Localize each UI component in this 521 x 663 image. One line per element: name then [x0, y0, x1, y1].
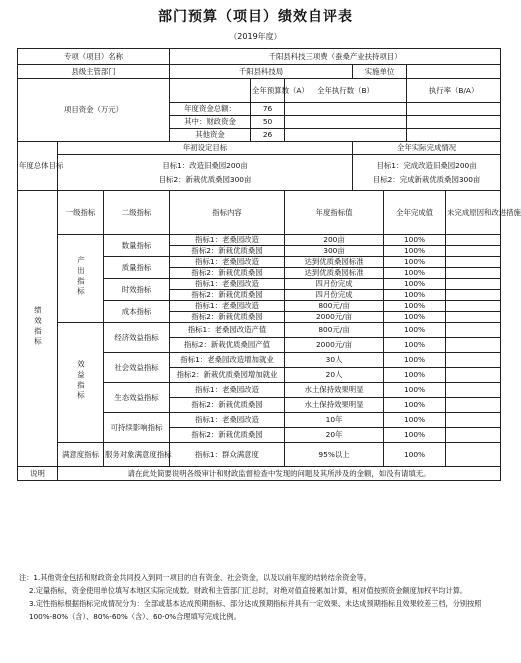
funds-header-blank [170, 79, 251, 103]
year-note: （2019年度） [229, 32, 282, 41]
indicator-reason [446, 290, 501, 301]
fund-name: 年度资金总额： [170, 103, 251, 116]
indicator-done: 100% [384, 246, 446, 257]
initial-goal-item: 目标1：改造旧桑园200亩 [162, 160, 248, 170]
output-indicators-label [58, 235, 104, 323]
indicator-done: 100% [384, 413, 446, 428]
indicator-reason [446, 268, 501, 279]
benefit-indicators-label-text: 效益指标 [76, 360, 86, 402]
indicator-content: 指标1：老桑园改造产值 [170, 323, 285, 338]
benefit-indicators-label [58, 323, 104, 443]
indicator-done: 100% [384, 323, 446, 338]
indicator-reason [446, 413, 501, 428]
indicator-content: 指标1：老桑园改造 [170, 235, 285, 246]
fund-actual [285, 103, 407, 116]
footnote-item: 注：1.其他资金包括和财政资金共同投入到同一项目的自有资金、社会资金，以及以前年度的结转结余资金等。 [19, 573, 371, 582]
remark-label: 说明 [18, 467, 58, 481]
reason-header: 未完成原因和改进措施 [446, 191, 501, 235]
exec-unit-label: 实施单位 [353, 65, 407, 79]
indicator-reason [446, 368, 501, 383]
indicator-content: 指标1：老桑园改造 [170, 383, 285, 398]
actual-goals [353, 155, 501, 191]
indicator-done: 100% [384, 338, 446, 353]
indicator-target: 达到优质桑园标准 [285, 268, 384, 279]
indicator-target: 水土保持效果明显 [285, 383, 384, 398]
indicator-target: 300亩 [285, 246, 384, 257]
indicator-done: 100% [384, 312, 446, 323]
indicator-reason [446, 353, 501, 368]
goals-label: 年度总体目标 [18, 142, 58, 191]
fund-rate [407, 103, 501, 116]
indicators-section-label-text: 绩效指标 [33, 306, 43, 348]
initial-goals-header: 年初设定目标 [58, 142, 353, 155]
level1-header: 一级指标 [58, 191, 104, 235]
level2-indicator: 质量指标 [104, 257, 170, 279]
funds-header-row [18, 79, 501, 103]
level2-indicator: 时效指标 [104, 279, 170, 301]
indicator-content: 指标2：新栽优质桑园 [170, 398, 285, 413]
indicator-done: 100% [384, 279, 446, 290]
level2-indicator: 数量指标 [104, 235, 170, 257]
indicator-target: 800元/亩 [285, 301, 384, 312]
indicator-row [18, 235, 501, 246]
indicator-content: 指标2：新栽优质桑园 [170, 246, 285, 257]
satisfaction-content: 指标1：群众满意度 [170, 443, 285, 467]
initial-goal-item: 目标2：新栽优质桑园300亩 [158, 174, 252, 184]
indicator-done: 100% [384, 428, 446, 443]
indicator-content: 指标2：新栽优质桑园 [170, 428, 285, 443]
indicator-content: 指标2：新栽优质桑园 [170, 290, 285, 301]
funds-label: 项目资金（万元） [18, 79, 170, 142]
target-header: 年度指标值 [285, 191, 384, 235]
indicator-target: 水土保持效果明显 [285, 398, 384, 413]
initial-goals [58, 155, 353, 191]
indicator-done: 100% [384, 257, 446, 268]
indicator-reason [446, 428, 501, 443]
indicator-reason [446, 398, 501, 413]
fund-rate [407, 116, 501, 129]
indicator-content: 指标2：新栽优质桑园产值 [170, 338, 285, 353]
level2-indicator: 生态效益指标 [104, 383, 170, 413]
exec-unit-value [407, 65, 501, 79]
project-name-label: 专项（项目）名称 [18, 49, 170, 65]
indicator-content: 指标1：老桑园改造增加就业 [170, 353, 285, 368]
indicator-done: 100% [384, 290, 446, 301]
indicator-done: 100% [384, 383, 446, 398]
budget-header: 全年预算数（A） [251, 79, 285, 103]
actual-header: 全年执行数（B） [285, 79, 407, 103]
indicator-target: 800元/亩 [285, 323, 384, 338]
indicator-reason [446, 312, 501, 323]
indicator-reason [446, 323, 501, 338]
project-name-value: 千阳县科技三项费（蚕桑产业扶持项目） [170, 49, 501, 65]
actual-goal-item: 目标1：完成改造旧桑园200亩 [376, 160, 477, 170]
indicator-content: 指标1：老桑园改造 [170, 257, 285, 268]
indicator-content: 指标2：新栽优质桑园 [170, 268, 285, 279]
indicator-target: 20人 [285, 368, 384, 383]
dept-label: 县级主管部门 [18, 65, 170, 79]
indicator-target: 20年 [285, 428, 384, 443]
actual-goals-header: 全年实际完成情况 [353, 142, 501, 155]
indicator-done: 100% [384, 235, 446, 246]
fund-budget: 76 [251, 103, 285, 116]
indicator-reason [446, 338, 501, 353]
indicator-reason [446, 383, 501, 398]
content-header: 指标内容 [170, 191, 285, 235]
indicator-content: 指标2：新栽优质桑园 [170, 312, 285, 323]
remark-row [18, 467, 501, 481]
indicator-target: 达到优质桑园标准 [285, 257, 384, 268]
indicator-reason [446, 235, 501, 246]
footnotes [19, 571, 499, 623]
dept-value: 千阳县科技局 [170, 65, 353, 79]
indicator-done: 100% [384, 398, 446, 413]
indicator-done: 100% [384, 301, 446, 312]
fund-name: 其他资金 [170, 129, 251, 142]
indicator-header-row [18, 191, 501, 235]
satisfaction-row [18, 443, 501, 467]
satisfaction-target: 95%以上 [285, 443, 384, 467]
level2-indicator: 可持续影响指标 [104, 413, 170, 443]
indicator-done: 100% [384, 353, 446, 368]
indicator-target: 2000元/亩 [285, 312, 384, 323]
fund-budget: 26 [251, 129, 285, 142]
level2-indicator: 社会效益指标 [104, 353, 170, 383]
goals-header-row [18, 142, 501, 155]
level2-indicator: 经济效益指标 [104, 323, 170, 353]
department-row [18, 65, 501, 79]
page-title: 部门预算（项目）绩效自评表 [158, 9, 353, 25]
indicator-content: 指标1：老桑园改造 [170, 413, 285, 428]
indicator-target: 2000元/亩 [285, 338, 384, 353]
indicator-done: 100% [384, 268, 446, 279]
fund-rate [407, 129, 501, 142]
indicator-done: 100% [384, 368, 446, 383]
evaluation-table [17, 48, 521, 481]
project-name-row [18, 49, 501, 65]
indicator-target: 四月份完成 [285, 279, 384, 290]
fund-actual [285, 116, 407, 129]
level2-indicator: 成本指标 [104, 301, 170, 323]
level2-header: 二级指标 [104, 191, 170, 235]
fund-actual [285, 129, 407, 142]
indicator-content: 指标1：老桑园改造 [170, 279, 285, 290]
indicator-reason [446, 279, 501, 290]
indicator-target: 200亩 [285, 235, 384, 246]
indicator-target: 10年 [285, 413, 384, 428]
satisfaction-level1: 满意度指标 [58, 443, 104, 467]
indicator-reason [446, 257, 501, 268]
remark-text: 请在此处简要说明各级审计和财政监督检查中发现的问题及其所涉及的金额，如没有请填无。 [58, 467, 501, 481]
indicator-target: 四月份完成 [285, 290, 384, 301]
footnote-item: 2.定量指标，资金使用单位填写本地区实际完成数。财政和主管部门汇总时，对绝对值直接累加计算，相对值按照资金额度加权平均计算。 [29, 586, 468, 595]
goals-content-row [18, 155, 501, 191]
indicator-content: 指标2：新栽优质桑园增加就业 [170, 368, 285, 383]
footnote-item: 3.定性指标根据指标完成情况分为：全部或基本达成预期指标、部分达成预期指标并具有一定效果、未达成预期指标且效果较差三档，分别按照100%-80%（含）、80%-60%（含）、60-0%合理填写完成比例。 [29, 599, 482, 621]
output-indicators-label-text: 产出指标 [76, 256, 86, 298]
rate-header: 执行率（B/A） [407, 79, 501, 103]
indicator-content: 指标1：老桑园改造 [170, 301, 285, 312]
indicator-reason [446, 301, 501, 312]
fund-name: 其中：财政资金 [170, 116, 251, 129]
fund-budget: 50 [251, 116, 285, 129]
satisfaction-done: 100% [384, 443, 446, 467]
satisfaction-level2: 服务对象满意度指标 [104, 443, 170, 467]
indicators-section-label [18, 191, 58, 467]
done-header: 全年完成值 [384, 191, 446, 235]
indicator-row [18, 323, 501, 338]
satisfaction-reason [446, 443, 501, 467]
indicator-target: 30人 [285, 353, 384, 368]
actual-goal-item: 目标2：完成新栽优质桑园300亩 [372, 174, 481, 184]
indicator-reason [446, 246, 501, 257]
